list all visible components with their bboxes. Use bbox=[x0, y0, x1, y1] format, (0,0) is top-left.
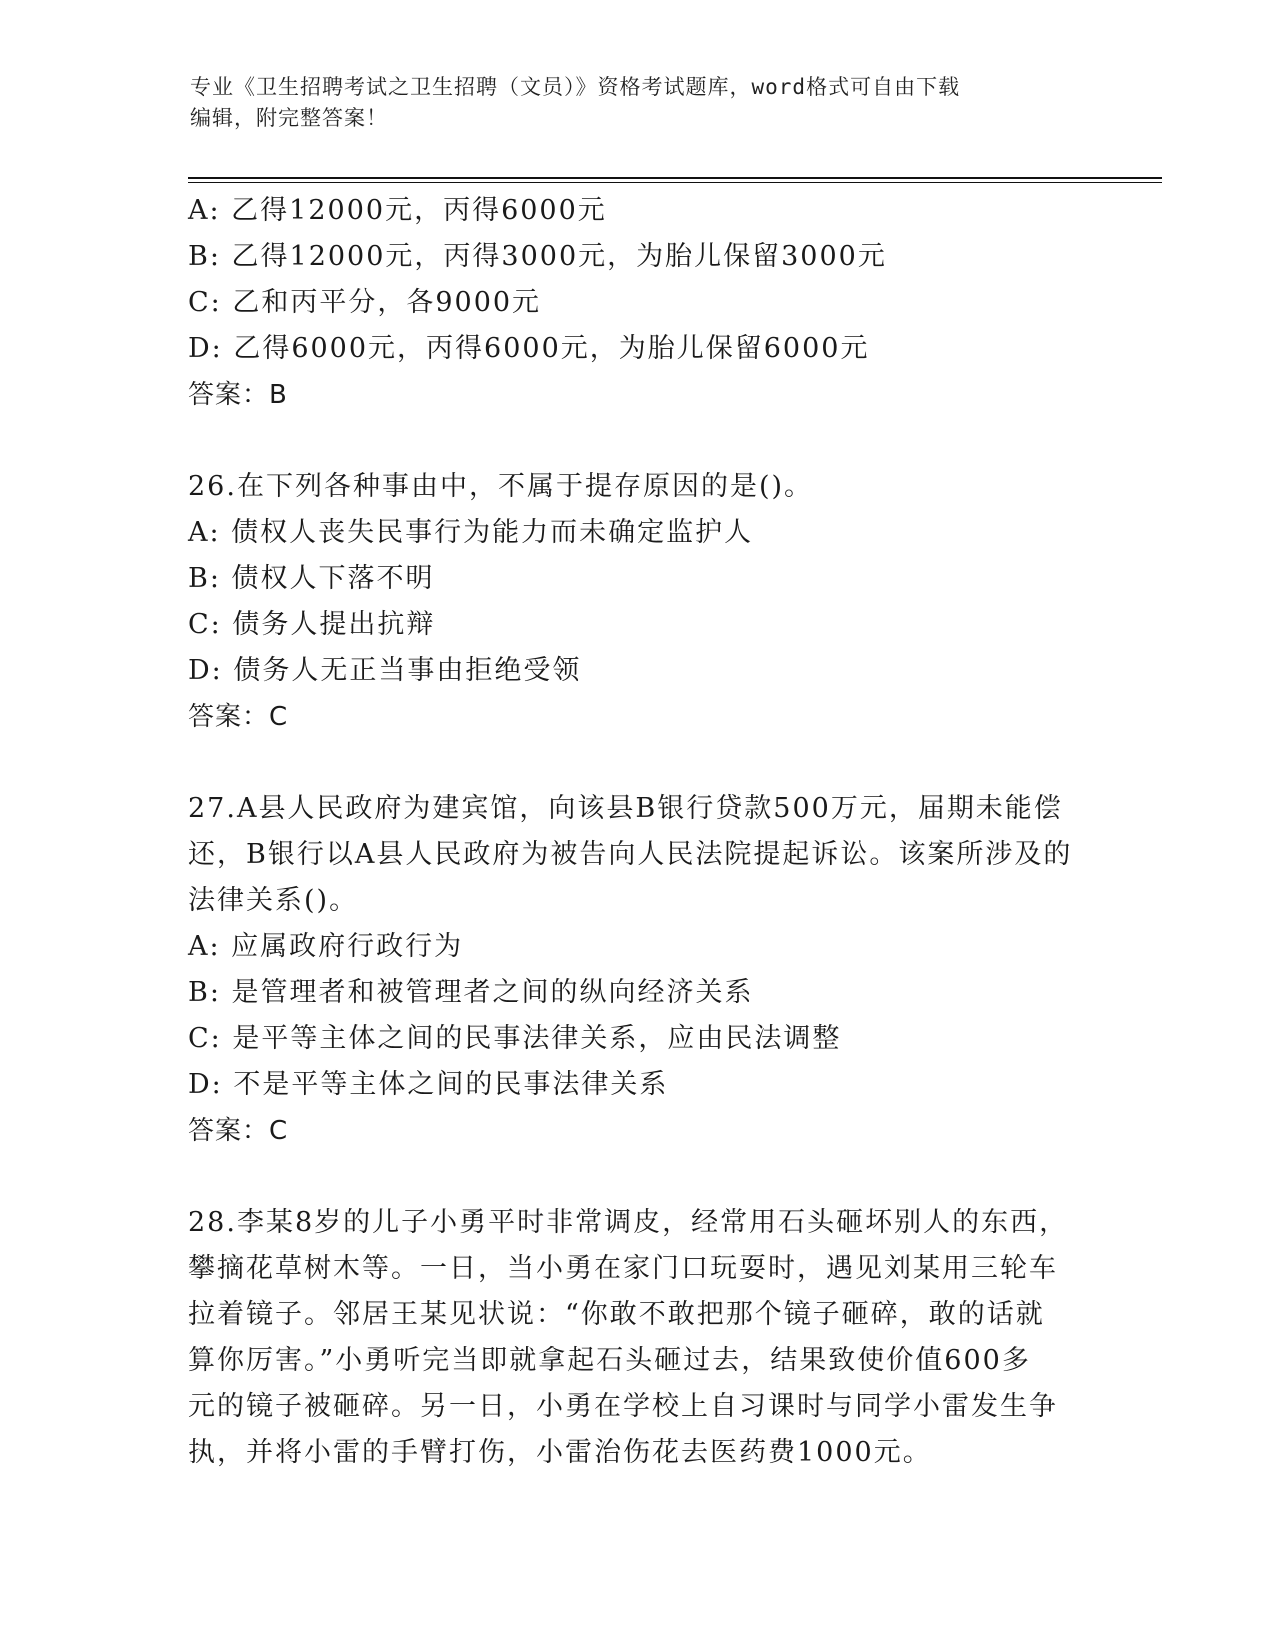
option-a: A: 债权人丧失民事行为能力而未确定监护人 bbox=[188, 517, 754, 548]
header-line-2: 编辑，附完整答案！ bbox=[190, 106, 388, 130]
header-rule-thin bbox=[188, 182, 1162, 183]
exam-content bbox=[188, 188, 1088, 1476]
option-b: B: 乙得12000元，丙得3000元，为胎儿保留3000元 bbox=[188, 241, 887, 272]
question-stem-line: 还，B银行以A县人民政府为被告向人民法院提起诉讼。该案所涉及的 bbox=[188, 839, 1073, 870]
question-27 bbox=[188, 786, 1088, 1154]
question-stem-line: 元的镜子被砸碎。另一日，小勇在学校上自习课时与同学小雷发生争 bbox=[188, 1391, 1058, 1422]
option-b: B: 债权人下落不明 bbox=[188, 563, 435, 594]
question-stem-line: 法律关系()。 bbox=[188, 885, 359, 916]
question-stem-line: 攀摘花草树木等。一日，当小勇在家门口玩耍时，遇见刘某用三轮车 bbox=[188, 1253, 1058, 1284]
question-stem-line: 执，并将小雷的手臂打伤，小雷治伤花去医药费1000元。 bbox=[188, 1437, 932, 1468]
option-a: A: 乙得12000元，丙得6000元 bbox=[188, 195, 607, 226]
document-header bbox=[190, 72, 1080, 134]
answer: 答案：C bbox=[188, 1116, 289, 1146]
option-c: C: 乙和丙平分，各9000元 bbox=[188, 287, 542, 318]
question-stem-line: 算你厉害。”小勇听完当即就拿起石头砸过去，结果致使价值600多 bbox=[188, 1345, 1031, 1376]
question-stem: 26.在下列各种事由中，不属于提存原因的是()。 bbox=[188, 471, 814, 502]
spacer bbox=[188, 740, 1088, 786]
option-d: D: 债务人无正当事由拒绝受领 bbox=[188, 655, 582, 686]
option-c: C: 债务人提出抗辩 bbox=[188, 609, 436, 640]
answer: 答案：B bbox=[188, 380, 288, 410]
option-c: C: 是平等主体之间的民事法律关系，应由民法调整 bbox=[188, 1023, 842, 1054]
option-d: D: 不是平等主体之间的民事法律关系 bbox=[188, 1069, 669, 1100]
spacer bbox=[188, 418, 1088, 464]
question-stem-line: 拉着镜子。邻居王某见状说：“你敢不敢把那个镜子砸碎，敢的话就 bbox=[188, 1299, 1045, 1330]
question-26 bbox=[188, 464, 1088, 740]
question-stem-line: 27.A县人民政府为建宾馆，向该县B银行贷款500万元，届期未能偿 bbox=[188, 793, 1063, 824]
answer: 答案：C bbox=[188, 702, 289, 732]
header-line-1: 专业《卫生招聘考试之卫生招聘（文员）》资格考试题库，word格式可自由下载 bbox=[190, 75, 961, 99]
option-a: A: 应属政府行政行为 bbox=[188, 931, 464, 962]
question-28 bbox=[188, 1200, 1088, 1476]
option-b: B: 是管理者和被管理者之间的纵向经济关系 bbox=[188, 977, 754, 1008]
header-rule-thick bbox=[188, 177, 1162, 179]
spacer bbox=[188, 1154, 1088, 1200]
question-stem-line: 28.李某8岁的儿子小勇平时非常调皮，经常用石头砸坏别人的东西， bbox=[188, 1207, 1069, 1238]
option-d: D: 乙得6000元，丙得6000元，为胎儿保留6000元 bbox=[188, 333, 870, 364]
question-25 bbox=[188, 188, 1088, 418]
